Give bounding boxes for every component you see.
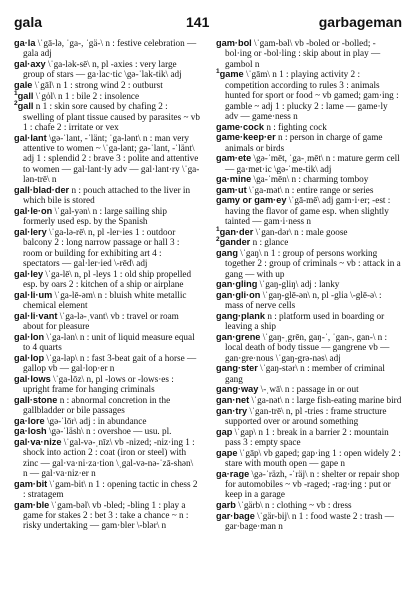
entry-headword: gal·li·vant	[14, 310, 58, 321]
entry-headword: game·keep·er	[216, 132, 276, 143]
dictionary-entry	[216, 38, 402, 69]
entry-definition: n : abnormal concretion in the gallbladder or bile passages	[23, 394, 171, 416]
entry-definition: \ˈgaŋ-glē-ən\ n, pl -glia \-glē-ə\ : mass of nerve cells	[225, 290, 382, 311]
right-guide-word: garbageman	[318, 14, 402, 30]
dictionary-entry	[216, 427, 402, 448]
entry-headword: gal·lery	[14, 226, 47, 237]
dictionary-entry	[14, 133, 200, 185]
entry-definition: \ˈgam-bit\ n 1 : opening tactic in chess 2 : stratagem	[23, 478, 198, 500]
entry-definition: \gə-ˈmēt, ˈga-ˌmēt\ n : mature germ cell — ga·met·ic \gə-ˈme-tik\ adj	[225, 153, 400, 174]
entry-headword: gal·li·um	[14, 289, 53, 300]
entry-headword: gang·ster	[216, 363, 258, 374]
entry-definition: \ˈga-lə-ˌvant\ vb : travel or roam about for pleasure	[23, 310, 179, 332]
entry-definition: \ˈgal-yən\ n : large sailing ship formerly used esp. by the Spanish	[23, 205, 167, 227]
dictionary-entry	[216, 174, 402, 184]
entry-headword: ga·losh	[14, 426, 47, 437]
entry-definition: \ˈgan-dər\ n : male goose	[253, 226, 348, 237]
page-number: 141	[186, 14, 210, 30]
entry-headword: gar·bage	[216, 510, 255, 521]
entry-definition: \ˈgaŋ-ˌgrēn, gaŋ-ˈ, ˈgan-, gan-\ n : local death of body tissue — gangrene vb — gan·gre·nous \ˈgaŋ-grə-nəs\ adj	[225, 332, 390, 363]
dictionary-entry	[14, 59, 200, 80]
entry-headword: gal·axy	[14, 59, 46, 69]
entry-definition: \ˈga-lə-rē\ n, pl -ler·ies 1 : outdoor balcony 2 : long narrow passage or hall 3 : room or building for exhibiting art 4 : spectators — gal·ler·ied \-rēd\ adj	[23, 226, 180, 269]
dictionary-entry	[14, 332, 200, 353]
dictionary-entry	[216, 290, 402, 311]
homograph-number: 2	[14, 100, 18, 108]
entry-headword: game·cock	[216, 121, 265, 132]
entry-definition: \ˈga-lən\ n : unit of liquid measure equal to 4 quarts	[23, 331, 195, 353]
dictionary-entry	[14, 426, 200, 436]
entry-headword: gander	[219, 237, 251, 248]
entry-headword: gam·ete	[216, 153, 252, 164]
entry-definition: \ˈgan-trē\ n, pl -tries : frame structure supported over or around something	[225, 405, 387, 426]
homograph-number: 2	[216, 236, 220, 244]
dictionary-entry	[216, 511, 402, 532]
dictionary-entry	[216, 448, 402, 469]
dictionary-entry	[216, 195, 402, 226]
dictionary-entry	[14, 374, 200, 395]
entry-headword: gal·va·nize	[14, 436, 62, 447]
entry-headword: gale	[14, 80, 33, 90]
entry-definition: \ga-ˈmēn\ n : charming tomboy	[251, 174, 369, 185]
homograph-number: 1	[14, 89, 18, 97]
entry-definition: \gə-ˈlant, -ˈlänt; ˈga-lənt\ n : man very attentive to women ~ \ˈga-lənt; gə-ˈlant, -ˈlänt\ adj 1 : splendid 2 : brave 3 : polite and attentive to women — gal·lant·ly adv — gal·lant·ry \ˈga-lən-trē\ n	[23, 132, 200, 185]
dictionary-entry	[14, 227, 200, 269]
homograph-number: 1	[216, 68, 220, 76]
entry-definition: \ˈgāp\ vb gaped; gap·ing 1 : open widely 2 : stare with mouth open — gape n	[225, 447, 401, 468]
entry-headword: gan·net	[216, 395, 250, 405]
entry-definition: \ˈgär-bij\ n 1 : food waste 2 : trash — gar·bage·man n	[225, 510, 394, 531]
dictionary-page	[14, 10, 402, 590]
entry-definition: \ˈgap\ n 1 : break in a barrier 2 : mountain pass 3 : empty space	[225, 426, 389, 447]
dictionary-entry	[216, 132, 402, 153]
dictionary-entry	[216, 500, 402, 510]
entry-headword: gan·der	[219, 226, 254, 237]
dictionary-entry	[216, 384, 402, 394]
dictionary-entry	[216, 69, 402, 121]
entry-headword: gal·lon	[14, 331, 45, 342]
entry-columns	[14, 38, 402, 590]
dictionary-entry	[216, 395, 402, 405]
entry-definition: \-ˌwā\ n : passage in or out	[258, 384, 359, 395]
entry-definition: \gə-ˈlōr\ adj : in abundance	[44, 415, 147, 426]
entry-definition: \gə-ˈräzh, -ˈräj\ n : shelter or repair shop for automobiles ~ vb -raged; -rag·ing : put or keep in a garage	[225, 468, 400, 500]
entry-definition: \ˈgaŋ-gliŋ\ adj : lanky	[257, 279, 340, 290]
entry-headword: gal·lop	[14, 352, 45, 363]
dictionary-entry	[216, 227, 402, 237]
dictionary-entry	[216, 153, 402, 174]
entry-headword: game	[219, 69, 244, 80]
entry-definition: \ˈgam-bəl\ vb -boled or -bolled; -bol·ing or -bol·ling : skip about in play — gambol n	[225, 38, 381, 69]
dictionary-entry	[14, 395, 200, 416]
entry-headword: ga·mine	[216, 174, 252, 185]
entry-headword: gang·way	[216, 384, 259, 395]
dictionary-entry	[14, 416, 200, 426]
entry-headword: gall	[17, 90, 34, 101]
entry-headword: ga·rage	[216, 468, 250, 479]
entry-headword: gam·bit	[14, 478, 48, 489]
entry-headword: gam·ut	[216, 184, 247, 195]
entry-headword: gal·lows	[14, 373, 51, 384]
entry-headword: gam·ble	[14, 499, 50, 510]
entry-definition: \ˈga-lē\ n, pl -leys 1 : old ship propelled esp. by oars 2 : kitchen of a ship or airplane	[23, 268, 192, 290]
entry-headword: gang	[216, 248, 238, 258]
dictionary-entry	[14, 91, 200, 101]
dictionary-entry	[14, 80, 200, 90]
dictionary-entry	[14, 38, 200, 59]
entry-headword: garb	[216, 500, 236, 510]
entry-definition: \ˈgȯl\ n 1 : bile 2 : insolence	[33, 90, 140, 101]
entry-definition: \ˈgal-və-ˌnīz\ vb -nized; -niz·ing 1 : shock into action 2 : coat (iron or steel) with zinc — gal·va·ni·za·tion \ˌgal-və-nə-ˈzā-shən\ n — gal·va·niz·er n	[23, 436, 195, 479]
entry-headword: gall	[17, 101, 34, 112]
entry-definition: \ˈgam-bəl\ vb -bled; -bling 1 : play a game for stakes 2 : bet 3 : take a chance ~ n : risky undertaking — gam·bler \-blər\ n	[23, 499, 189, 531]
entry-headword: ga·lore	[14, 415, 45, 426]
dictionary-entry	[14, 101, 200, 132]
entry-definition: n : fighting cock	[264, 121, 327, 132]
entry-headword: gan·gling	[216, 279, 258, 290]
dictionary-entry	[216, 237, 402, 247]
dictionary-entry	[216, 122, 402, 132]
homograph-number: 1	[216, 225, 220, 233]
entry-headword: gan·grene	[216, 332, 261, 342]
entry-headword: gall·stone	[14, 394, 58, 405]
dictionary-entry	[14, 206, 200, 227]
dictionary-entry	[14, 269, 200, 290]
entry-definition: \ˈgā-lə, ˈga-, ˈgä-\ n : festive celebration — gala adj	[23, 38, 197, 59]
entry-definition: \ˈga-mət\ n : entire range or series	[246, 184, 374, 195]
dictionary-entry	[14, 311, 200, 332]
entry-headword: gall·blad·der	[14, 184, 70, 195]
entry-definition: \ˈga-nət\ n : large fish-eating marine bird	[249, 395, 402, 405]
entry-definition: \ˈgām\ n 1 : playing activity 2 : competition according to rules 3 : animals hunted for sport or food ~ vb gamed; gam·ing : gamble ~ adj 1 : plucky 2 : lame — game·ly adv — game·ness n	[225, 69, 399, 122]
entry-definition: \ˈgāl\ n 1 : strong wind 2 : outburst	[32, 80, 163, 90]
entry-definition: \gə-ˈläsh\ n : overshoe — usu. pl.	[46, 426, 172, 437]
entry-definition: n : person in charge of game animals or birds	[225, 132, 383, 153]
left-guide-word: gala	[14, 14, 43, 30]
entry-headword: gan·try	[216, 405, 248, 416]
dictionary-entry	[216, 248, 402, 279]
dictionary-entry	[14, 290, 200, 311]
entry-definition: \ˈga-ləp\ n : fast 3-beat gait of a horse — gallop vb — gal·lop·er n	[23, 352, 197, 374]
entry-definition: n : platform used in boarding or leaving a ship	[225, 311, 385, 332]
entry-headword: gap	[216, 426, 233, 437]
entry-headword: gal·le·on	[14, 205, 53, 216]
entry-definition: n : pouch attached to the liver in which bile is stored	[23, 184, 191, 206]
entry-definition: \ˈga-lək-sē\ n, pl -axies : very large group of stars — ga·lac·tic \gə-ˈlak-tik\ adj	[23, 59, 182, 80]
entry-definition: n : glance	[250, 237, 289, 248]
entry-definition: \ˈgaŋ-stər\ n : member of criminal gang	[225, 363, 385, 384]
dictionary-entry	[216, 406, 402, 427]
entry-headword: gan·gli·on	[216, 290, 261, 300]
dictionary-entry	[216, 311, 402, 332]
entry-definition: \ˈga-lōz\ n, pl -lows or -lows·es : upright frame for hanging criminals	[23, 373, 174, 395]
entry-definition: \ˈgaŋ\ n 1 : group of persons working together 2 : group of criminals ~ vb : attack in a gang — with up	[225, 248, 401, 279]
dictionary-entry	[14, 353, 200, 374]
left-column	[14, 38, 200, 590]
entry-definition: \ˈga-lē-əm\ n : bluish white metallic chemical element	[23, 289, 187, 311]
dictionary-entry	[14, 479, 200, 500]
entry-headword: ga·la	[14, 38, 36, 48]
entry-headword: gam·bol	[216, 38, 252, 48]
entry-headword: gang·plank	[216, 311, 266, 321]
dictionary-entry	[216, 185, 402, 195]
entry-headword: gape	[216, 447, 238, 458]
entry-headword: gal·lant	[14, 132, 47, 143]
entry-definition: \ˈgā-mē\ adj gam·i·er; -est : having the flavor of game esp. when slightly tainted — gam·i·ness n	[225, 195, 391, 227]
dictionary-entry	[14, 437, 200, 479]
page-header	[14, 10, 402, 36]
dictionary-entry	[216, 279, 402, 289]
entry-headword: gal·ley	[14, 268, 44, 279]
dictionary-entry	[216, 469, 402, 500]
dictionary-entry	[14, 185, 200, 206]
entry-definition: n 1 : skin sore caused by chafing 2 : swelling of plant tissue caused by parasites ~ vb 1 : chafe 2 : irritate or vex	[23, 101, 200, 132]
dictionary-entry	[14, 500, 200, 531]
dictionary-entry	[216, 332, 402, 363]
right-column	[216, 38, 402, 590]
entry-definition: \ˈgärb\ n : clothing ~ vb : dress	[235, 500, 352, 510]
dictionary-entry	[216, 363, 402, 384]
entry-headword: gamy or gam·ey	[216, 195, 287, 206]
